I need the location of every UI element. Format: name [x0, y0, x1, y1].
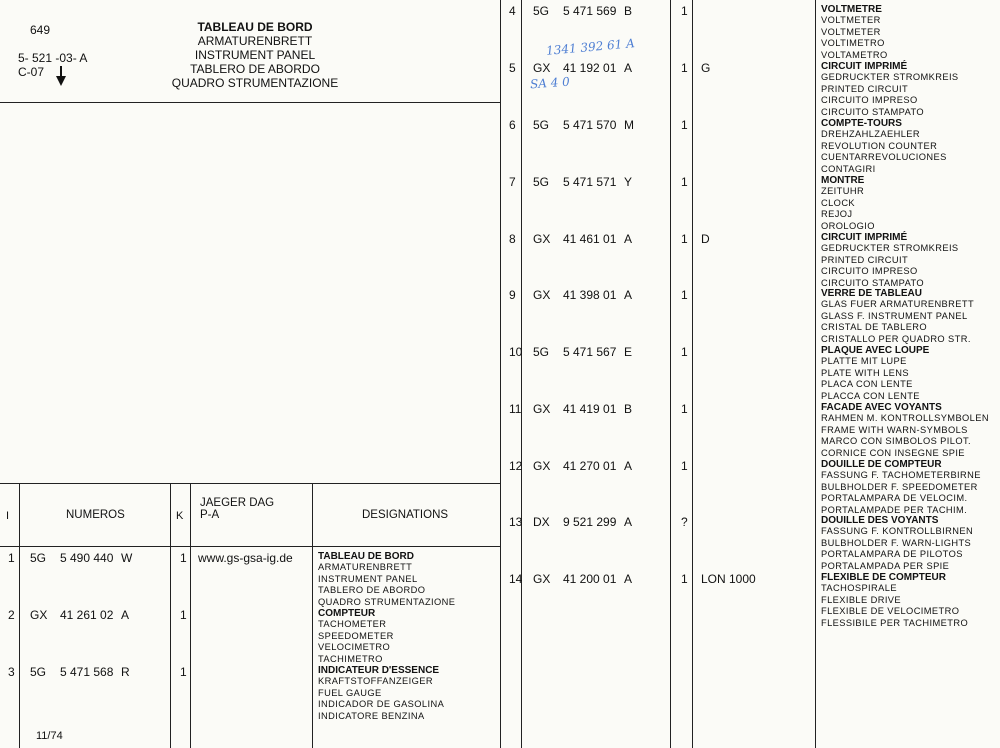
designation-line: CRISTAL DE TABLERO — [821, 322, 928, 333]
designation-line: TACHOSPIRALE — [821, 583, 897, 594]
designation-line: PLATE WITH LENS — [821, 367, 909, 378]
part-suffix: A — [624, 459, 633, 473]
part-suffix: A — [624, 572, 633, 586]
quantity-k: 1 — [681, 402, 688, 416]
designation-line: ARMATURENBRETT — [318, 562, 413, 573]
divider-col-k-left — [170, 483, 171, 748]
header-col-supplier: JAEGER DAG P-A — [200, 497, 275, 521]
designation-line: CRISTALLO PER QUADRO STR. — [821, 333, 971, 344]
divider-right-k-right — [692, 0, 693, 748]
divider-table-header-top — [0, 483, 500, 484]
designation-line: PORTALAMPARA DE VELOCIM. — [821, 493, 968, 504]
divider-table-header-bottom — [0, 546, 500, 547]
part-prefix: 5G — [30, 665, 47, 679]
designation-line: VOLTMETRE — [821, 4, 882, 15]
designation-line: CIRCUITO IMPRESO — [821, 266, 918, 277]
handwritten-note-2: SA 4 0 — [529, 74, 571, 92]
quantity-k: 1 — [681, 288, 688, 302]
designation-line: PORTALAMPARA DE PILOTOS — [821, 549, 963, 560]
row-index: 3 — [8, 665, 15, 679]
divider-right-k-left — [670, 0, 671, 748]
row-index: 8 — [509, 232, 516, 246]
designation-line: FUEL GAUGE — [318, 687, 382, 698]
part-suffix: Y — [624, 175, 633, 189]
designation-line: FLEXIBLE DE VELOCIMETRO — [821, 606, 960, 617]
part-number: 5 471 570 — [563, 118, 617, 132]
designation-line: CORNICE CON INSEGNE SPIE — [821, 447, 965, 458]
down-arrow-head-icon — [56, 76, 66, 86]
designation-line: ZEITUHR — [821, 186, 865, 197]
part-suffix: B — [624, 4, 633, 18]
row-index: 4 — [509, 4, 516, 18]
row-index: 1 — [8, 551, 15, 565]
designation-line: COMPTEUR — [318, 608, 376, 619]
designation-line: QUADRO STRUMENTAZIONE — [318, 596, 456, 607]
supplier-ref: G — [701, 61, 711, 75]
part-number: 5 471 571 — [563, 175, 617, 189]
designation-line: RAHMEN M. KONTROLLSYMBOLEN — [821, 413, 989, 424]
part-suffix: M — [624, 118, 634, 132]
part-prefix: GX — [533, 232, 551, 246]
designation-line: FASSUNG F. TACHOMETERBIRNE — [821, 470, 981, 481]
header-col-k: K — [176, 510, 184, 522]
designation-line: PRINTED CIRCUIT — [821, 83, 909, 94]
designation-line: GEDRUCKTER STROMKREIS — [821, 243, 959, 254]
quantity-k: 1 — [681, 118, 688, 132]
divider-header-bottom — [0, 102, 500, 103]
designation-line: TABLEAU DE BORD — [318, 551, 414, 562]
part-number: 41 461 01 — [563, 232, 617, 246]
designation-line: FRAME WITH WARN-SYMBOLS — [821, 424, 968, 435]
row-index: 7 — [509, 175, 516, 189]
designation-line: MARCO CON SIMBOLOS PILOT. — [821, 436, 971, 447]
header-col-designations: DESIGNATIONS — [362, 509, 449, 521]
designation-line: CONTAGIRI — [821, 163, 876, 174]
row-index: 13 — [509, 515, 523, 529]
part-number: 5 490 440 — [60, 551, 114, 565]
part-prefix: 5G — [533, 118, 550, 132]
divider-col-k-right — [190, 483, 191, 748]
designation-line: VELOCIMETRO — [318, 642, 391, 653]
part-suffix: A — [624, 232, 633, 246]
row-index: 11 — [509, 402, 522, 416]
part-prefix: 5G — [533, 345, 550, 359]
row-index: 2 — [8, 608, 15, 622]
supplier-ref: www.gs-gsa-ig.de — [198, 551, 293, 565]
part-number: 41 261 02 — [60, 608, 114, 622]
designation-line: TACHIMETRO — [318, 653, 383, 664]
header-col-i: I — [6, 510, 10, 522]
quantity-k: 1 — [180, 665, 187, 679]
designation-line: BULBHOLDER F. SPEEDOMETER — [821, 481, 978, 492]
part-suffix: A — [624, 515, 633, 529]
designation-line: REJOJ — [821, 209, 853, 220]
designation-line: PLACA CON LENTE — [821, 379, 913, 390]
designation-line: CIRCUIT IMPRIMÉ — [821, 232, 908, 243]
designation-line: BULBHOLDER F. WARN-LIGHTS — [821, 537, 972, 548]
part-prefix: 5G — [30, 551, 47, 565]
quantity-k: 1 — [681, 459, 688, 473]
designation-line: FLEXIBLE DRIVE — [821, 594, 902, 605]
part-suffix: R — [121, 665, 130, 679]
part-number: 5 471 567 — [563, 345, 617, 359]
quantity-k: 1 — [681, 572, 688, 586]
row-index: 9 — [509, 288, 516, 302]
title-it: QUADRO STRUMENTAZIONE — [171, 76, 339, 90]
part-prefix: GX — [533, 459, 551, 473]
designation-line: FLESSIBILE PER TACHIMETRO — [821, 617, 969, 628]
title-de: ARMATURENBRETT — [197, 34, 313, 48]
part-number: 41 270 01 — [563, 459, 617, 473]
page-title-block — [140, 20, 370, 90]
designation-line: VERRE DE TABLEAU — [821, 288, 922, 299]
designation-line: CUENTARREVOLUCIONES — [821, 152, 947, 163]
designation-line: INSTRUMENT PANEL — [318, 573, 418, 584]
title-es: TABLERO DE ABORDO — [190, 62, 320, 76]
designation-line: VOLTMETER — [821, 26, 881, 37]
divider-col-i-left — [19, 483, 20, 748]
part-suffix: A — [121, 608, 130, 622]
designation-line: SPEEDOMETER — [318, 630, 394, 641]
designation-line: KRAFTSTOFFANZEIGER — [318, 676, 433, 687]
designation-line: FACADE AVEC VOYANTS — [821, 402, 942, 413]
designation-line: VOLTIMETRO — [821, 38, 885, 49]
part-number: 9 521 299 — [563, 515, 617, 529]
designation-line: CIRCUIT IMPRIMÉ — [821, 61, 908, 72]
part-prefix: GX — [533, 288, 551, 302]
supplier-ref: LON 1000 — [701, 572, 756, 586]
part-prefix: GX — [533, 402, 551, 416]
title-fr: TABLEAU DE BORD — [197, 20, 313, 34]
designation-line: DOUILLE DES VOYANTS — [821, 515, 939, 526]
divider-col-supplier-right — [312, 483, 313, 748]
part-prefix: GX — [30, 608, 48, 622]
part-number: 5 471 568 — [60, 665, 114, 679]
designation-line: INDICATORE BENZINA — [318, 710, 425, 721]
quantity-k: 1 — [681, 175, 688, 189]
divider-right-i — [521, 0, 522, 748]
part-suffix: W — [121, 551, 133, 565]
designation-line: INDICADOR DE GASOLINA — [318, 699, 445, 710]
part-suffix: A — [624, 288, 633, 302]
designation-line: GLAS FUER ARMATURENBRETT — [821, 299, 975, 310]
part-prefix: GX — [533, 61, 551, 75]
title-en: INSTRUMENT PANEL — [194, 48, 316, 62]
designation-line: CIRCUITO STAMPATO — [821, 106, 925, 117]
row-index: 14 — [509, 572, 523, 586]
designation-line: CIRCUITO STAMPATO — [821, 277, 925, 288]
part-number: 41 192 01 — [563, 61, 617, 75]
designation-line: VOLTMETER — [821, 15, 881, 26]
designation-line: REVOLUTION COUNTER — [821, 140, 938, 151]
designation-line: INDICATEUR D'ESSENCE — [318, 665, 440, 676]
part-prefix: 5G — [533, 175, 550, 189]
designation-line: DREHZAHLZAEHLER — [821, 129, 920, 140]
designation-line: FLEXIBLE DE COMPTEUR — [821, 572, 947, 583]
part-prefix: GX — [533, 572, 551, 586]
designation-line: COMPTE-TOURS — [821, 118, 902, 129]
header-col-numeros: NUMEROS — [66, 509, 125, 521]
quantity-k: 1 — [180, 551, 187, 565]
designation-line: TABLERO DE ABORDO — [318, 585, 426, 596]
designation-line: GEDRUCKTER STROMKREIS — [821, 72, 959, 83]
row-index: 5 — [509, 61, 516, 75]
designation-line: CLOCK — [821, 197, 856, 208]
designation-line: OROLOGIO — [821, 220, 875, 231]
divider-right-designation — [815, 0, 816, 748]
quantity-k: ? — [681, 515, 688, 529]
quantity-k: 1 — [180, 608, 187, 622]
reference-sub: C-07 — [18, 65, 45, 79]
quantity-k: 1 — [681, 345, 688, 359]
row-index: 12 — [509, 459, 523, 473]
handwritten-note-1: 1341 392 61 A — [545, 36, 636, 58]
designation-line: PLATTE MIT LUPE — [821, 356, 907, 367]
part-suffix: A — [624, 61, 633, 75]
supplier-ref: D — [701, 232, 710, 246]
designation-line: FASSUNG F. KONTROLLBIRNEN — [821, 526, 974, 537]
divider-center — [500, 0, 501, 748]
reference-code: 5- 521 -03- A — [18, 51, 88, 65]
quantity-k: 1 — [681, 4, 688, 18]
designation-line: PORTALAMPADE PER TACHIM. — [821, 504, 968, 515]
part-number: 41 398 01 — [563, 288, 617, 302]
part-suffix: B — [624, 402, 633, 416]
designation-line: MONTRE — [821, 175, 865, 186]
row-index: 6 — [509, 118, 516, 132]
row-index: 10 — [509, 345, 523, 359]
designation-line: PORTALAMPADA PER SPIE — [821, 560, 950, 571]
designation-line: DOUILLE DE COMPTEUR — [821, 459, 942, 470]
designation-line: CIRCUITO IMPRESO — [821, 95, 918, 106]
footer-date: 11/74 — [36, 730, 63, 742]
designation-line: TACHOMETER — [318, 619, 387, 630]
part-prefix: 5G — [533, 4, 550, 18]
part-number: 5 471 569 — [563, 4, 617, 18]
designation-line: VOLTAMETRO — [821, 49, 888, 60]
designation-line: PLACCA CON LENTE — [821, 390, 920, 401]
page-number: 649 — [30, 23, 51, 37]
quantity-k: 1 — [681, 61, 688, 75]
designation-line: PLAQUE AVEC LOUPE — [821, 345, 930, 356]
part-number: 41 419 01 — [563, 402, 617, 416]
part-suffix: E — [624, 345, 633, 359]
part-number: 41 200 01 — [563, 572, 617, 586]
designation-line: PRINTED CIRCUIT — [821, 254, 909, 265]
quantity-k: 1 — [681, 232, 688, 246]
part-prefix: DX — [533, 515, 550, 529]
designation-line: GLASS F. INSTRUMENT PANEL — [821, 310, 968, 321]
